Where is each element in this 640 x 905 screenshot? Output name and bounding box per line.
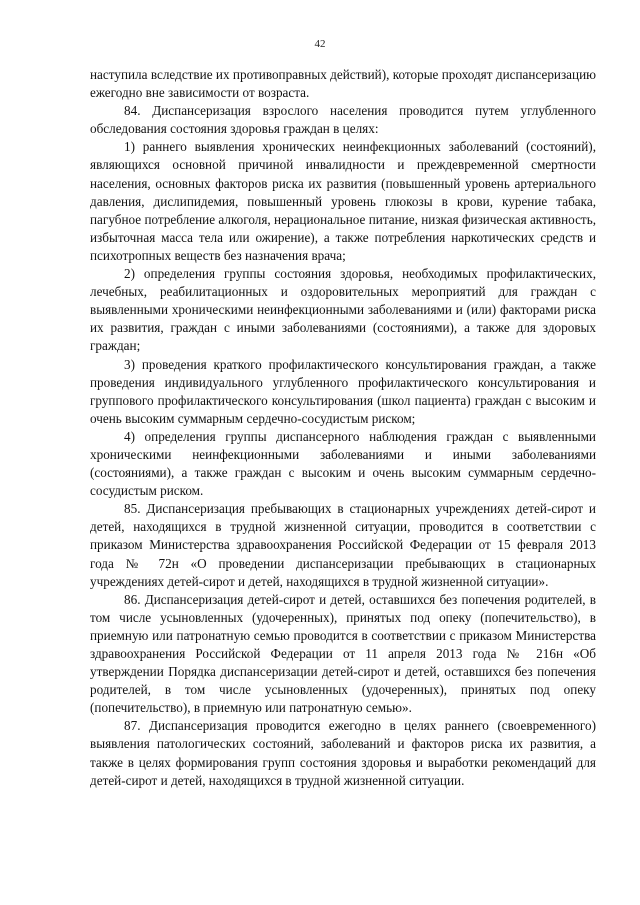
list-item-2: 2) определения группы состояния здоровья, необходимых профилактических, лечебных, реабилитационных и оздоровительных мероприятий для граждан с выявленными хроническими неинфекционными заболеваниями и (или) факторами риска их развития, граждан с иными заболеваниями (состояниями), а также для здоровых граждан; [90, 266, 596, 354]
list-item-4: 4) определения группы диспансерного наблюдения граждан с выявленными хроническими неинфекционными заболеваниями и иными заболеваниями (состояниями), а также граждан с высоким и очень высоким суммарным сердечно-сосудистым риском. [90, 428, 596, 499]
paragraph-continuation: наступила вследствие их противоправных действий), которые проходят диспансеризацию ежегодно вне зависимости от возраста. [90, 67, 596, 101]
paragraph-86: 86. Диспансеризация детей-сирот и детей, оставшихся без попечения родителей, в том числе усыновленных (удочеренных), принятых под опеку (попечительство), в приемную или патронатную семью проводится в соответствии с приказом Министерства здравоохранения Российской Федерации от 11 апреля 2013 года № 216н «Об утверждении Порядка диспансеризации детей-сирот и детей, оставшихся без попечения родителей, в том числе усыновленных (удочеренных), принятых под опеку (попечительство), в приемную или патронатную семью». [90, 591, 596, 716]
paragraph-87: 87. Диспансеризация проводится ежегодно в целях раннего (своевременного) выявления патологических состояний, заболеваний и факторов риска их развития, а также в целях формирования групп состояния здоровья и выработки рекомендаций для детей-сирот и детей, находящихся в трудной жизненной ситуации. [90, 718, 596, 788]
page-number: 42 [314, 38, 326, 50]
paragraph-84: 84. Диспансеризация взрослого населения проводится путем углубленного обследования состояния здоровья граждан в целях: [90, 103, 596, 137]
paragraph-85: 85. Диспансеризация пребывающих в стационарных учреждениях детей-сирот и детей, находящихся в трудной жизненной ситуации, проводится в соответствии с приказом Министерства здравоохранения Российской Федерации от 15 февраля 2013 года № 72н «О проведении диспансеризации пребывающих в стационарных учреждениях детей-сирот и детей, находящихся в трудной жизненной ситуации». [90, 501, 596, 589]
document-body [90, 66, 596, 790]
list-item-3: 3) проведения краткого профилактического консультирования граждан, а также проведения индивидуального углубленного профилактического консультирования и группового профилактического консультирования (школ пациента) граждан с высоким и очень высоким суммарным сердечно-сосудистым риском; [90, 356, 596, 426]
list-item-1: 1) раннего выявления хронических неинфекционных заболеваний (состояний), являющихся основной причиной инвалидности и преждевременной смертности населения, основных факторов риска их развития (повышенный уровень артериального давления, дислипидемия, повышенный уровень глюкозы в крови, курение табака, пагубное потребление алкоголя, нерациональное питание, низкая физическая активность, избыточная масса тела или ожирение), а также потребления наркотических средств и психотропных веществ без назначения врача; [90, 139, 596, 263]
